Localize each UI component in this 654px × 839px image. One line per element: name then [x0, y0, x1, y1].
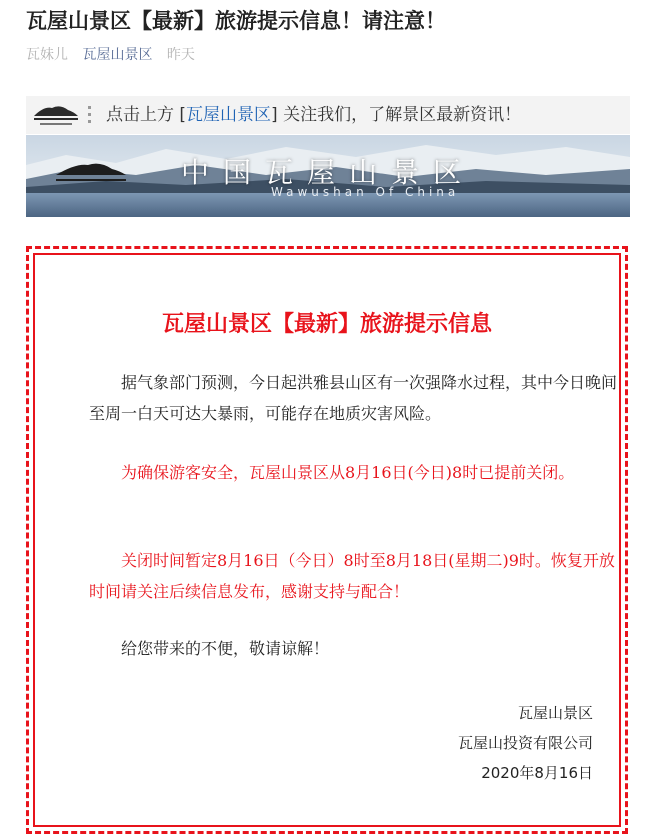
follow-account[interactable]: 瓦屋山景区: [186, 105, 272, 125]
publish-time: 昨天: [166, 47, 195, 63]
notice-heading: 瓦屋山景区【最新】旅游提示信息: [161, 312, 492, 337]
notice-paragraph-apology: 给您带来的不便，敬请谅解！: [121, 639, 330, 658]
notice-paragraph-period: 关闭时间暂定8月16日（今日）8时至8月18日(星期二)9时。恢复开放时间请关注后续信息发布，感谢支持与配合！: [89, 551, 615, 601]
follow-prompt-bar[interactable]: [26, 96, 630, 134]
banner-title-en: Wawushan Of China: [271, 185, 460, 199]
separator-dots-icon: [88, 106, 91, 124]
notice-inner-frame: [33, 253, 621, 827]
banner-title-cn: 中国瓦屋山景区: [181, 156, 476, 189]
notice-paragraph-weather: 据气象部门预测，今日起洪雅县山区有一次强降水过程，其中今日晚间至周一白天可达大暴雨，可能存在地质灾害风险。: [89, 373, 618, 423]
signature-date: 2020年8月16日: [481, 764, 593, 782]
signature-org1: 瓦屋山景区: [517, 704, 593, 722]
notice-box: [26, 246, 628, 834]
scenic-banner: [26, 135, 630, 217]
signature-org2: 瓦屋山投资有限公司: [457, 734, 593, 752]
article-meta: [26, 46, 205, 64]
notice-paragraph-closure: 为确保游客安全，瓦屋山景区从8月16日(今日)8时已提前关闭。: [121, 463, 575, 482]
scenic-logo-icon: [30, 100, 82, 130]
follow-text: [106, 104, 521, 126]
article-title: 瓦屋山景区【最新】旅游提示信息！请注意！: [26, 9, 446, 33]
account-link[interactable]: 瓦屋山景区: [82, 47, 153, 63]
follow-suffix: ] 关注我们，了解景区最新资讯！: [271, 105, 522, 125]
author-name: 瓦妹儿: [26, 47, 68, 63]
follow-prefix: 点击上方 [: [106, 105, 187, 125]
